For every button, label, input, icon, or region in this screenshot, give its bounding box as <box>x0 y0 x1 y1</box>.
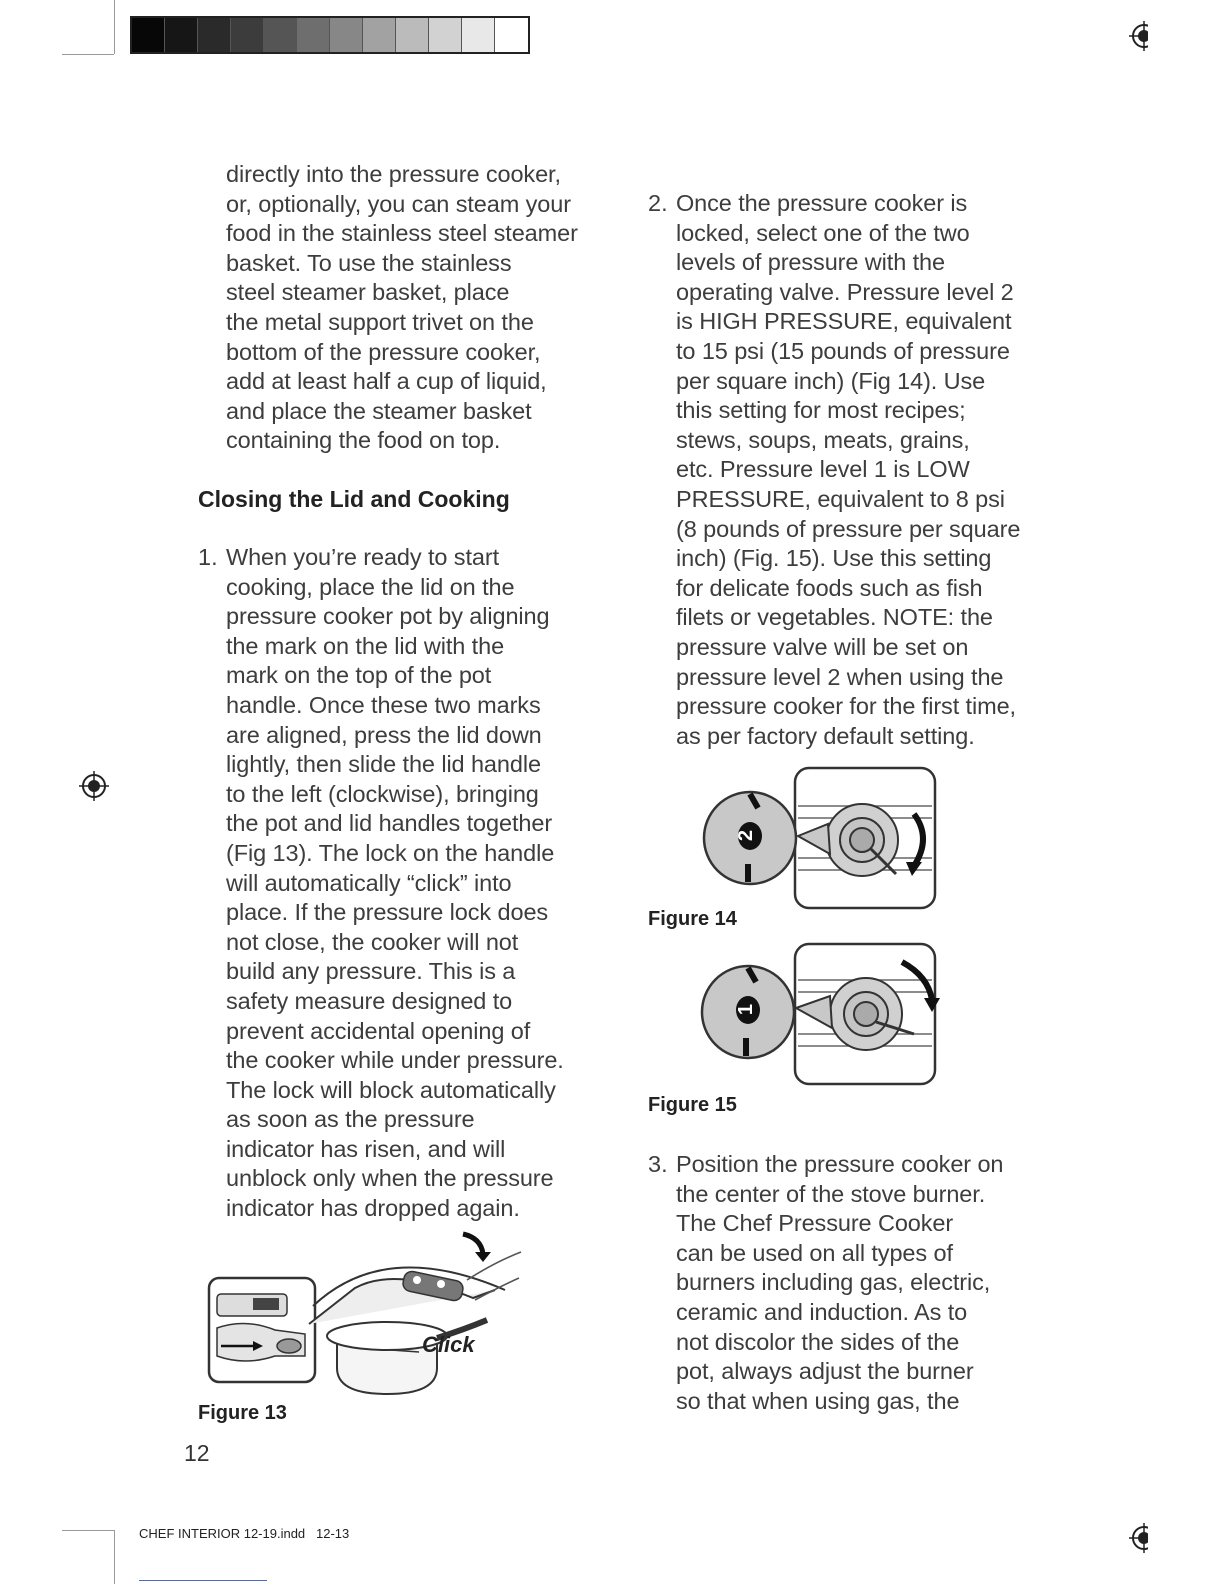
page-number: 12 <box>184 1440 210 1466</box>
text-line: filets or vegetables. NOTE: the <box>676 604 993 631</box>
text-line: When you’re ready to start <box>226 544 499 570</box>
figure-13-click-label: Click <box>422 1332 475 1357</box>
text-line: place. If the pressure lock does <box>226 899 549 926</box>
text-line: as per factory default setting. <box>676 722 975 749</box>
color-swatch <box>132 18 165 52</box>
text-line: build any pressure. This is a <box>226 958 516 985</box>
text-line: basket. To use the stainless <box>226 249 512 276</box>
text-line: can be used on all types of <box>676 1239 953 1266</box>
text-line: add at least half a cup of liquid, <box>226 368 547 395</box>
text-line: safety measure designed to <box>226 987 513 1014</box>
file-slug: CHEF INTERIOR 12-19.indd 12-13 <box>139 1526 350 1541</box>
figure-13-caption: Figure 13 <box>198 1402 287 1424</box>
color-swatch <box>297 18 330 52</box>
text-line: stews, soups, meats, grains, <box>676 426 970 453</box>
text-line: are aligned, press the lid down <box>226 721 542 748</box>
intro-paragraph <box>226 160 578 456</box>
text-line: Position the pressure cooker on <box>676 1151 1004 1177</box>
text-line: this setting for most recipes; <box>676 397 966 424</box>
text-line: The lock will block automatically <box>226 1076 556 1103</box>
text-line: cooking, place the lid on the <box>226 573 515 600</box>
text-line: the center of the stove burner. <box>676 1180 986 1207</box>
color-swatch <box>264 18 297 52</box>
text-line: for delicate foods such as fish <box>676 574 983 601</box>
figure-14-caption: Figure 14 <box>648 908 737 930</box>
text-line: the metal support trivet on the <box>226 308 534 335</box>
text-line: indicator has risen, and will <box>226 1135 506 1162</box>
color-swatch <box>165 18 198 52</box>
text-line: containing the food on top. <box>226 427 501 454</box>
color-swatch <box>198 18 231 52</box>
crop-mark <box>62 54 114 55</box>
text-line: to the left (clockwise), bringing <box>226 780 539 807</box>
text-line: ceramic and induction. As to <box>676 1298 968 1325</box>
text-line: will automatically “click” into <box>226 869 512 896</box>
text-line: the cooker while under pressure. <box>226 1047 564 1074</box>
text-line: operating valve. Pressure level 2 <box>676 278 1014 305</box>
color-swatch <box>429 18 462 52</box>
text-line: The Chef Pressure Cooker <box>676 1210 954 1237</box>
section-heading: Closing the Lid and Cooking <box>198 486 510 512</box>
text-line: the mark on the lid with the <box>226 632 505 659</box>
color-swatch <box>231 18 264 52</box>
text-line: handle. Once these two marks <box>226 691 541 718</box>
step-number: 1. <box>198 544 218 570</box>
step-number: 2. <box>648 190 668 216</box>
text-line: prevent accidental opening of <box>226 1017 531 1044</box>
text-line: to 15 psi (15 pounds of pressure <box>676 337 1010 364</box>
text-line: directly into the pressure cooker, <box>226 161 561 187</box>
text-line: is HIGH PRESSURE, equivalent <box>676 308 1012 335</box>
color-calibration-bar <box>130 16 530 54</box>
registration-mark-icon <box>1128 20 1148 52</box>
text-line: levels of pressure with the <box>676 249 945 276</box>
text-line: lightly, then slide the lid handle <box>226 751 541 778</box>
text-line: not close, the cooker will not <box>226 928 519 955</box>
color-swatch <box>495 18 528 52</box>
color-swatch <box>363 18 396 52</box>
slug-underline <box>139 1580 267 1581</box>
text-line: pressure valve will be set on <box>676 633 969 660</box>
text-line: not discolor the sides of the <box>676 1328 960 1355</box>
figure-14-level-label: 2 <box>735 829 758 842</box>
text-line: burners including gas, electric, <box>676 1269 991 1296</box>
text-line: (Fig 13). The lock on the handle <box>226 839 555 866</box>
text-line: locked, select one of the two <box>676 219 970 246</box>
text-line: or, optionally, you can steam your <box>226 190 571 217</box>
crop-mark <box>114 0 115 54</box>
registration-mark-icon <box>1128 1522 1148 1554</box>
registration-mark-icon <box>78 770 110 802</box>
color-swatch <box>396 18 429 52</box>
step-2-paragraph <box>676 189 1020 751</box>
text-line: steel steamer basket, place <box>226 279 510 306</box>
text-line: pot, always adjust the burner <box>676 1358 974 1385</box>
figure-15-level-label: 1 <box>735 1003 758 1016</box>
step-number: 3. <box>648 1151 668 1177</box>
text-line: as soon as the pressure <box>226 1106 475 1133</box>
crop-mark <box>114 1530 115 1584</box>
color-swatch <box>462 18 495 52</box>
crop-mark <box>62 1530 114 1531</box>
text-line: per square inch) (Fig 14). Use <box>676 367 986 394</box>
text-line: pressure cooker pot by aligning <box>226 603 550 630</box>
text-line: PRESSURE, equivalent to 8 psi <box>676 485 1005 512</box>
text-line: etc. Pressure level 1 is LOW <box>676 456 970 483</box>
text-line: indicator has dropped again. <box>226 1195 520 1222</box>
step-3-paragraph <box>676 1150 1003 1416</box>
text-line: bottom of the pressure cooker, <box>226 338 541 365</box>
text-line: (8 pounds of pressure per square <box>676 515 1021 542</box>
text-line: pressure cooker for the first time, <box>676 693 1016 720</box>
color-swatch <box>330 18 363 52</box>
text-line: unblock only when the pressure <box>226 1165 554 1192</box>
figure-15-caption: Figure 15 <box>648 1094 737 1116</box>
text-line: the pot and lid handles together <box>226 810 553 837</box>
figure-13-illustration <box>205 1228 525 1400</box>
text-line: Once the pressure cooker is <box>676 190 968 216</box>
step-1-paragraph <box>226 543 564 1224</box>
text-line: food in the stainless steel steamer <box>226 220 578 247</box>
text-line: and place the steamer basket <box>226 397 532 424</box>
text-line: so that when using gas, the <box>676 1387 960 1414</box>
text-line: mark on the top of the pot <box>226 662 492 689</box>
text-line: pressure level 2 when using the <box>676 663 1004 690</box>
text-line: inch) (Fig. 15). Use this setting <box>676 545 992 572</box>
